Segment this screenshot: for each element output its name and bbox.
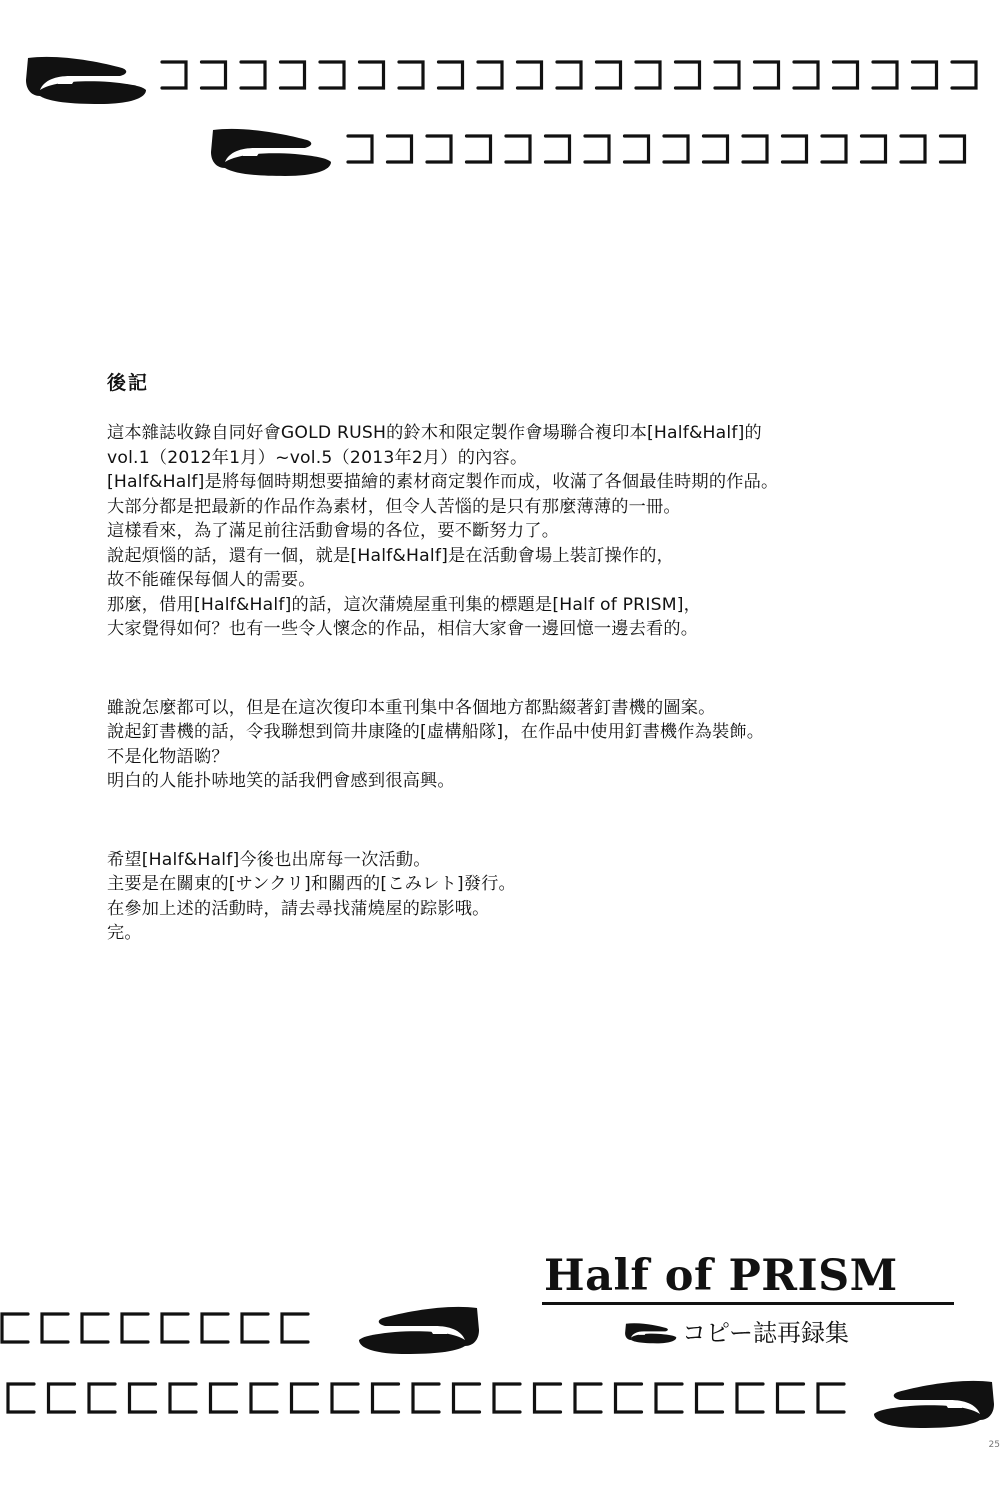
text-line: 希望[Half&Half]今後也出席每一次活動。 [107, 849, 431, 870]
staple-mark [535, 1384, 561, 1412]
staple-mark [704, 136, 728, 162]
text-line: 完。 [107, 923, 142, 943]
text-line: 這樣看來，為了滿足前往活動會場的各位，要不斷努力了。 [107, 521, 560, 541]
staple-mark [873, 62, 897, 88]
staple-mark [697, 1384, 723, 1412]
staple-marks [348, 136, 965, 162]
staple-mark [454, 1384, 480, 1412]
text-line: 主要是在關東的[サンクリ]和關西的[こみレト]發行。 [107, 874, 516, 894]
staple-mark [162, 62, 186, 88]
staple-marks [162, 62, 976, 88]
staple-mark [636, 62, 660, 88]
staple-mark [494, 1384, 520, 1412]
staple-mark [8, 1384, 34, 1412]
staple-mark [211, 1384, 237, 1412]
staple-mark [862, 136, 886, 162]
staple-mark [82, 1314, 108, 1342]
staple-mark [818, 1384, 844, 1412]
staple-mark [557, 62, 581, 88]
staple-mark [585, 136, 609, 162]
staple-mark [755, 62, 779, 88]
staple-mark [373, 1384, 399, 1412]
stapler-icon [359, 1307, 479, 1354]
text-line: 故不能確保每個人的需要。 [107, 570, 316, 590]
staple-mark [251, 1384, 277, 1412]
staple-mark [597, 62, 621, 88]
staple-mark [202, 62, 226, 88]
staple-mark [388, 136, 412, 162]
staple-mark [822, 136, 846, 162]
text-line: 說起煩惱的話，還有一個，就是[Half&Half]是在活動會場上裝訂操作的， [107, 545, 675, 566]
staple-mark [901, 136, 925, 162]
staple-mark [348, 136, 372, 162]
text-line: [Half&Half]是將每個時期想要描繪的素材商定製作而成，收滿了各個最佳時期的作品。 [107, 472, 779, 492]
stapler-icon [874, 1381, 994, 1428]
staple-mark [241, 62, 265, 88]
staple-marks [8, 1384, 844, 1412]
staple-mark [506, 136, 530, 162]
text-line: 說起釘書機的話，令我聯想到筒井康隆的[虛構船隊]，在作品中使用釘書機作為裝飾。 [107, 722, 765, 742]
staple-mark [130, 1384, 156, 1412]
staple-mark [834, 62, 858, 88]
staple-mark [913, 62, 937, 88]
staple-mark [332, 1384, 358, 1412]
staple-marks [2, 1314, 308, 1342]
staple-mark [715, 62, 739, 88]
staple-mark [676, 62, 700, 88]
page-number: 25 [988, 1440, 1000, 1450]
staple-mark [399, 62, 423, 88]
text-line: 大家覺得如何？也有一些令人懷念的作品，相信大家會一邊回憶一邊去看的。 [107, 619, 699, 639]
staple-mark [49, 1384, 75, 1412]
staple-mark [952, 62, 976, 88]
staple-mark [783, 136, 807, 162]
staple-mark [242, 1314, 268, 1342]
afterword-paragraph-3 [107, 848, 967, 946]
text-line: 明白的人能扑哧地笑的話我們會感到很高興。 [107, 771, 455, 791]
logo-subtitle: コピー誌再録集 [682, 1319, 850, 1347]
staple-row-bottom-1 [0, 1290, 1000, 1360]
staple-row-bottom-2 [0, 1360, 1000, 1435]
staple-mark [518, 62, 542, 88]
staple-mark [743, 136, 767, 162]
staple-mark [122, 1314, 148, 1342]
staple-mark [794, 62, 818, 88]
staple-mark [282, 1314, 308, 1342]
staple-mark [2, 1314, 28, 1342]
staple-mark [439, 62, 463, 88]
staple-mark [202, 1314, 228, 1342]
staple-mark [170, 1384, 196, 1412]
staple-mark [575, 1384, 601, 1412]
staple-mark [941, 136, 965, 162]
staple-mark [360, 62, 384, 88]
staple-row-top-2 [0, 108, 1000, 188]
staple-mark [89, 1384, 115, 1412]
text-line: 大部分都是把最新的作品作為素材，但令人苦惱的是只有那麼薄薄的一冊。 [107, 496, 681, 517]
afterword [107, 368, 967, 1000]
staple-mark [320, 62, 344, 88]
staple-mark [616, 1384, 642, 1412]
text-line: 雖說怎麼都可以，但是在這次復印本重刊集中各個地方都點綴著釘書機的圖案。 [107, 697, 716, 718]
stapler-icon [211, 129, 331, 176]
text-line: vol.1（2012年1月）~vol.5（2013年2月）的內容。 [107, 447, 528, 468]
staple-mark [625, 136, 649, 162]
staple-mark [478, 62, 502, 88]
afterword-paragraph-2 [107, 696, 967, 794]
staple-mark [778, 1384, 804, 1412]
afterword-paragraph-1 [107, 421, 967, 642]
staple-mark [737, 1384, 763, 1412]
staple-mark [292, 1384, 318, 1412]
staple-mark [427, 136, 451, 162]
staple-mark [656, 1384, 682, 1412]
staple-mark [664, 136, 688, 162]
staple-mark [467, 136, 491, 162]
staple-mark [162, 1314, 188, 1342]
staple-mark [42, 1314, 68, 1342]
logo-title: Half of PRISM [544, 1251, 898, 1301]
text-line: 不是化物語喲？ [107, 746, 229, 767]
text-line: 那麼，借用[Half&Half]的話，這次蒲燒屋重刊集的標題是[Half of PRISM]， [107, 594, 702, 615]
staple-mark [281, 62, 305, 88]
staple-mark [546, 136, 570, 162]
text-line: 在參加上述的活動時，請去尋找蒲燒屋的踪影哦。 [107, 898, 490, 919]
text-line: 這本雜誌收錄自同好會GOLD RUSH的鈴木和限定製作會場聯合複印本[Half&Half]的 [107, 423, 762, 443]
afterword-title: 後記 [107, 372, 150, 394]
staple-row-top-1 [0, 40, 1000, 110]
stapler-icon [26, 57, 146, 104]
staple-mark [413, 1384, 439, 1412]
